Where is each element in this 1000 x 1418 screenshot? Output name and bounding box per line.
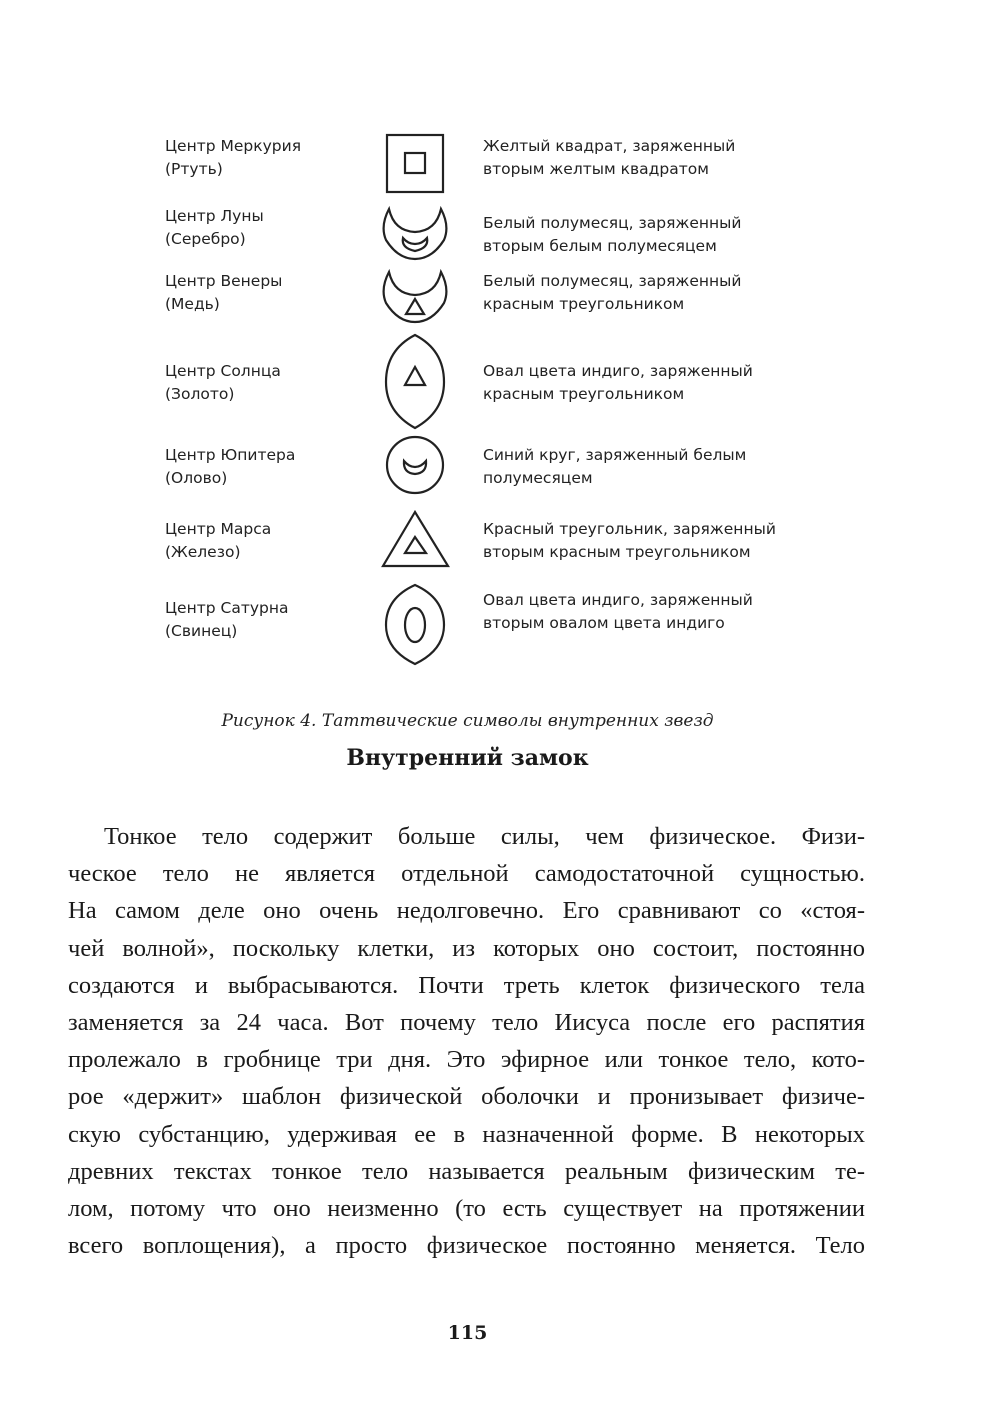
triangle-in-triangle-icon (383, 512, 448, 566)
body-line: скую субстанцию, удерживая ее в назначенной форме. В некоторых (68, 1120, 865, 1148)
triangle-in-crescent-icon (384, 272, 447, 322)
desc-jupiter: Синий круг, заряженный белым полумесяцем (483, 446, 747, 487)
body-line: рое «держит» шаблон физической оболочки и пронизывает физиче- (68, 1083, 865, 1111)
label-venus: Центр Венеры (Медь) (165, 272, 283, 313)
triangle-in-oval-icon (386, 335, 444, 428)
desc-mars: Красный треугольник, заряженный вторым красным треугольником (483, 520, 776, 561)
tattva-symbols (0, 0, 1000, 700)
page-number: 115 (447, 1322, 488, 1344)
label-mars: Центр Марса (Железо) (165, 520, 272, 561)
label-sun: Центр Солнца (Золото) (165, 362, 281, 403)
desc-mercury: Желтый квадрат, заряженный вторым желтым квадратом (483, 137, 736, 178)
body-text (68, 818, 865, 1264)
body-line: лом, потому что оно неизменно (то есть существует на протяжении (68, 1195, 865, 1223)
body-line: всего воплощения), а просто физическое постоянно меняется. Тело (68, 1232, 865, 1260)
oval-in-oval-icon (386, 585, 444, 664)
body-line: пролежало в гробнице три дня. Это эфирное или тонкое тело, кото- (68, 1046, 865, 1074)
body-line: ческое тело не является отдельной самодостаточной сущностью. (68, 860, 865, 888)
body-line: чей волной», поскольку клетки, из которых оно состоит, постоянно (68, 934, 865, 962)
body-line: древних текстах тонкое тело называется реальным физическим те- (68, 1157, 865, 1185)
desc-sun: Овал цвета индиго, заряженный красным треугольником (483, 362, 753, 403)
crescent-in-crescent-icon (384, 209, 447, 259)
crescent-in-circle-icon (387, 437, 443, 493)
body-line: создаются и выбрасываются. Почти треть клеток физического тела (68, 971, 865, 999)
label-moon: Центр Луны (Серебро) (165, 207, 264, 248)
body-line: заменяется за 24 часа. Вот почему тело Иисуса после его распятия (68, 1009, 865, 1037)
label-jupiter: Центр Юпитера (Олово) (165, 446, 296, 487)
desc-saturn: Овал цвета индиго, заряженный вторым овалом цвета индиго (483, 591, 753, 632)
body-line: Тонкое тело содержит больше силы, чем физическое. Физи- (104, 823, 865, 850)
section-heading: Внутренний замок (346, 745, 589, 771)
figure-caption: Рисунок 4. Таттвические символы внутренних звезд (221, 711, 714, 731)
body-line: На самом деле оно очень недолговечно. Его сравнивают со «стоя- (68, 897, 865, 925)
desc-moon: Белый полумесяц, заряженный вторым белым полумесяцем (483, 214, 742, 255)
label-mercury: Центр Меркурия (Ртуть) (165, 137, 302, 178)
desc-venus: Белый полумесяц, заряженный красным треугольником (483, 272, 742, 313)
square-in-square-icon (387, 135, 443, 192)
label-saturn: Центр Сатурна (Свинец) (165, 599, 289, 640)
